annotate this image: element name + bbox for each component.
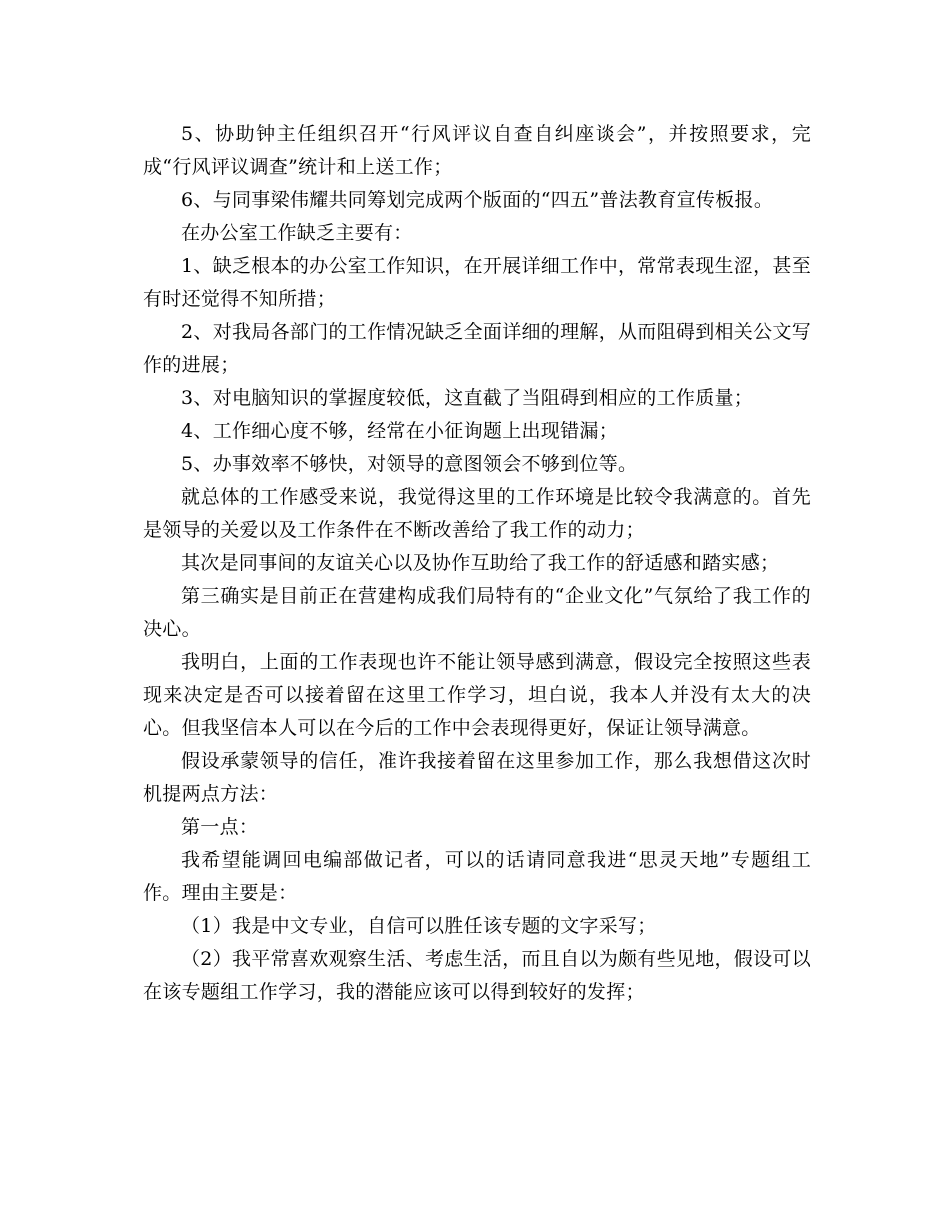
paragraph-reason-1: （1）我是中文专业，自信可以胜任该专题的文字采写；: [181, 915, 657, 937]
paragraph-shortcomings-intro: 在办公室工作缺乏主要有：: [181, 222, 413, 244]
paragraph-item-5: 5、协助钟主任组织召开“行风评议自查自纠座谈会”，并按照要求，完成“行风评议调查”统计和上送工作；: [143, 123, 811, 178]
paragraph-point-one-body: 我希望能调回电编部做记者，可以的话请同意我进“思灵天地”专题组工作。理由主要是：: [143, 849, 811, 904]
paragraph-feelings-first: 就总体的工作感受来说，我觉得这里的工作环境是比较令我满意的。首先是领导的关爱以及工作条件在不断改善给了我工作的动力；: [143, 486, 811, 541]
paragraph-shortcoming-2: 2、对我局各部门的工作情况缺乏全面详细的理解，从而阻碍到相关公文写作的进展；: [143, 321, 811, 376]
paragraph-shortcoming-1: 1、缺乏根本的办公室工作知识，在开展详细工作中，常常表现生涩，甚至有时还觉得不知所措；: [143, 255, 811, 310]
paragraph-feelings-second: 其次是同事间的友谊关心以及协作互助给了我工作的舒适感和踏实感；: [181, 552, 780, 574]
document-body: [143, 118, 811, 1009]
paragraph-shortcoming-4: 4、工作细心度不够，经常在小征询题上出现错漏；: [181, 420, 618, 442]
paragraph-shortcoming-3: 3、对电脑知识的掌握度较低，这直截了当阻碍到相应的工作质量；: [181, 387, 754, 409]
paragraph-reason-2: （2）我平常喜欢观察生活、考虑生活，而且自以为颇有些见地，假设可以在该专题组工作学习，我的潜能应该可以得到较好的发挥；: [143, 948, 811, 1003]
paragraph-feelings-third: 第三确实是目前正在营建构成我们局特有的“企业文化”气氛给了我工作的决心。: [143, 585, 811, 640]
paragraph-item-6: 6、与同事梁伟耀共同筹划完成两个版面的“四五”普法教育宣传板报。: [181, 189, 774, 211]
paragraph-shortcoming-5: 5、办事效率不够快，对领导的意图领会不够到位等。: [181, 453, 638, 475]
paragraph-self-assessment: 我明白，上面的工作表现也许不能让领导感到满意，假设完全按照这些表现来决定是否可以接着留在这里工作学习，坦白说，我本人并没有太大的决心。但我坚信本人可以在今后的工作中会表现得更好，保证让领导满意。: [143, 651, 811, 739]
paragraph-proposal-intro: 假设承蒙领导的信任，准许我接着留在这里参加工作，那么我想借这次时机提两点方法：: [143, 750, 811, 805]
paragraph-point-one-heading: 第一点：: [181, 816, 259, 838]
